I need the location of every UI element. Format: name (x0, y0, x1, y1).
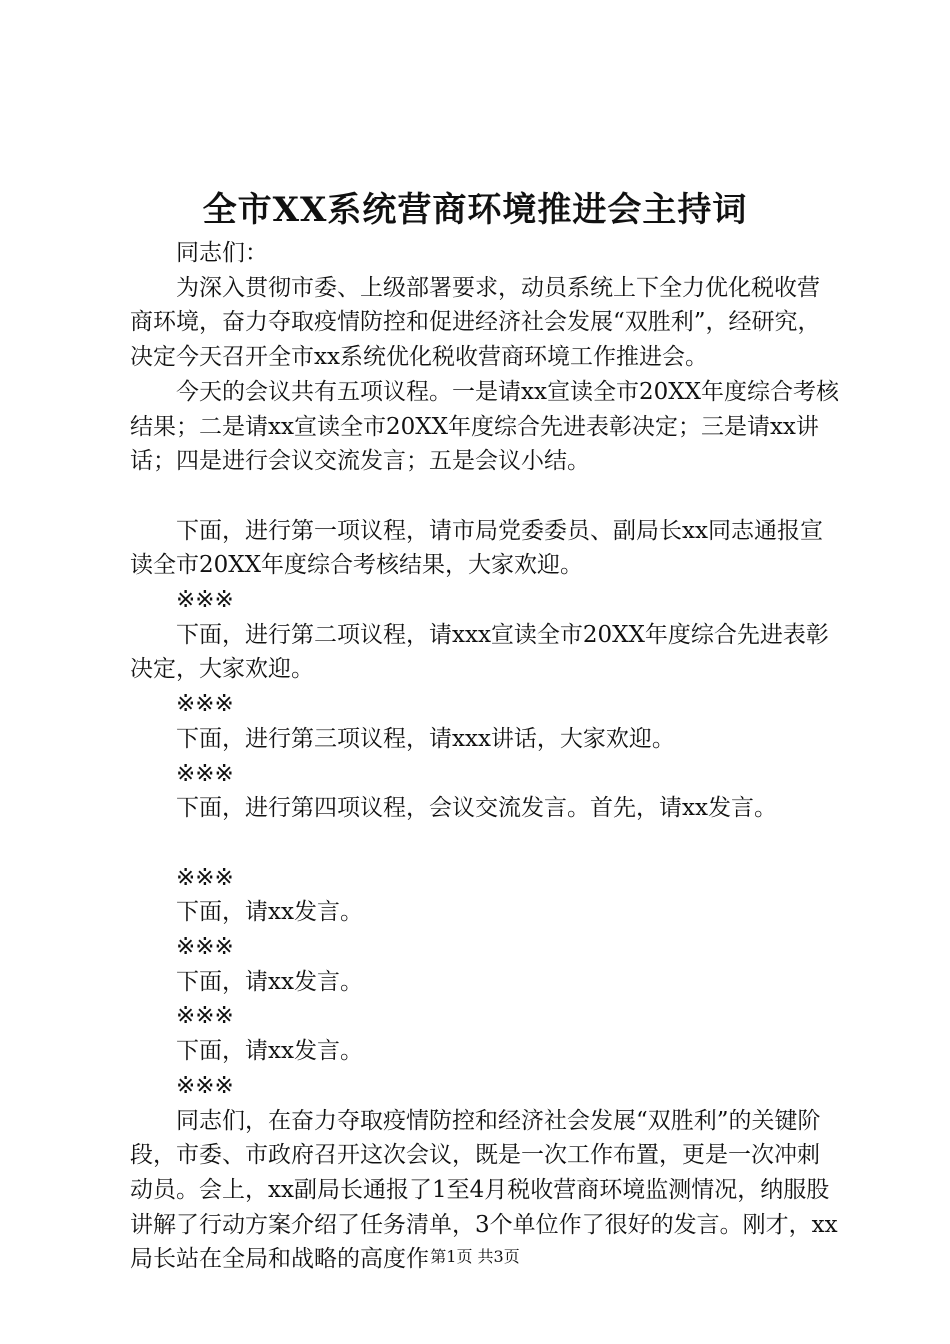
blank-line (130, 479, 840, 514)
page-number-footer: 第1页 共3页 (430, 1247, 520, 1266)
paragraph-agenda: 今天的会议共有五项议程。一是请xx宣读全市20XX年度综合考核结果；二是请xx宣读全市20XX年度综合先进表彰决定；三是请xx讲话；四是进行会议交流发言；五是会议小结。 (130, 378, 839, 475)
paragraph-item-four: 下面，进行第四项议程，会议交流发言。首先，请xx发言。 (176, 795, 777, 822)
document-title: 全市XX系统营商环境推进会主持词 (202, 190, 748, 230)
separator-mark: ※※※ (176, 1072, 234, 1099)
paragraph-intro: 为深入贯彻市委、上级部署要求，动员系统上下全力优化税收营商环境，奋力夺取疫情防控和促进经济社会发展“双胜利”，经研究，决定今天召开全市xx系统优化税收营商环境工作推进会。 (130, 274, 821, 371)
paragraph-speaker: 下面，请xx发言。 (176, 968, 363, 995)
paragraph-speaker: 下面，请xx发言。 (176, 899, 363, 926)
salutation: 同志们： (176, 240, 268, 266)
separator-mark: ※※※ (176, 760, 234, 787)
separator-mark: ※※※ (176, 587, 234, 614)
paragraph-speaker: 下面，请xx发言。 (176, 1038, 363, 1065)
separator-mark: ※※※ (176, 864, 234, 891)
blank-line (130, 826, 840, 861)
paragraph-item-two: 下面，进行第二项议程，请xxx宣读全市20XX年度综合先进表彰决定，大家欢迎。 (130, 621, 829, 683)
separator-mark: ※※※ (176, 1003, 234, 1030)
separator-mark: ※※※ (176, 691, 234, 718)
paragraph-summary: 同志们，在奋力夺取疫情防控和经济社会发展“双胜利”的关键阶段，市委、市政府召开这次会议，既是一次工作布置，更是一次冲刺动员。会上，xx副局长通报了1至4月税收营商环境监测情况，纳服股讲解了行动方案介绍了任务清单，3个单位作了很好的发言。刚才，xx局长站在全局和战略的高度作 (130, 1107, 838, 1273)
document-body (130, 236, 840, 1277)
paragraph-item-one: 下面，进行第一项议程，请市局党委委员、副局长xx同志通报宣读全市20XX年度综合考核结果，大家欢迎。 (130, 517, 823, 579)
paragraph-item-three: 下面，进行第三项议程，请xxx讲话，大家欢迎。 (176, 725, 675, 752)
separator-mark: ※※※ (176, 934, 234, 961)
